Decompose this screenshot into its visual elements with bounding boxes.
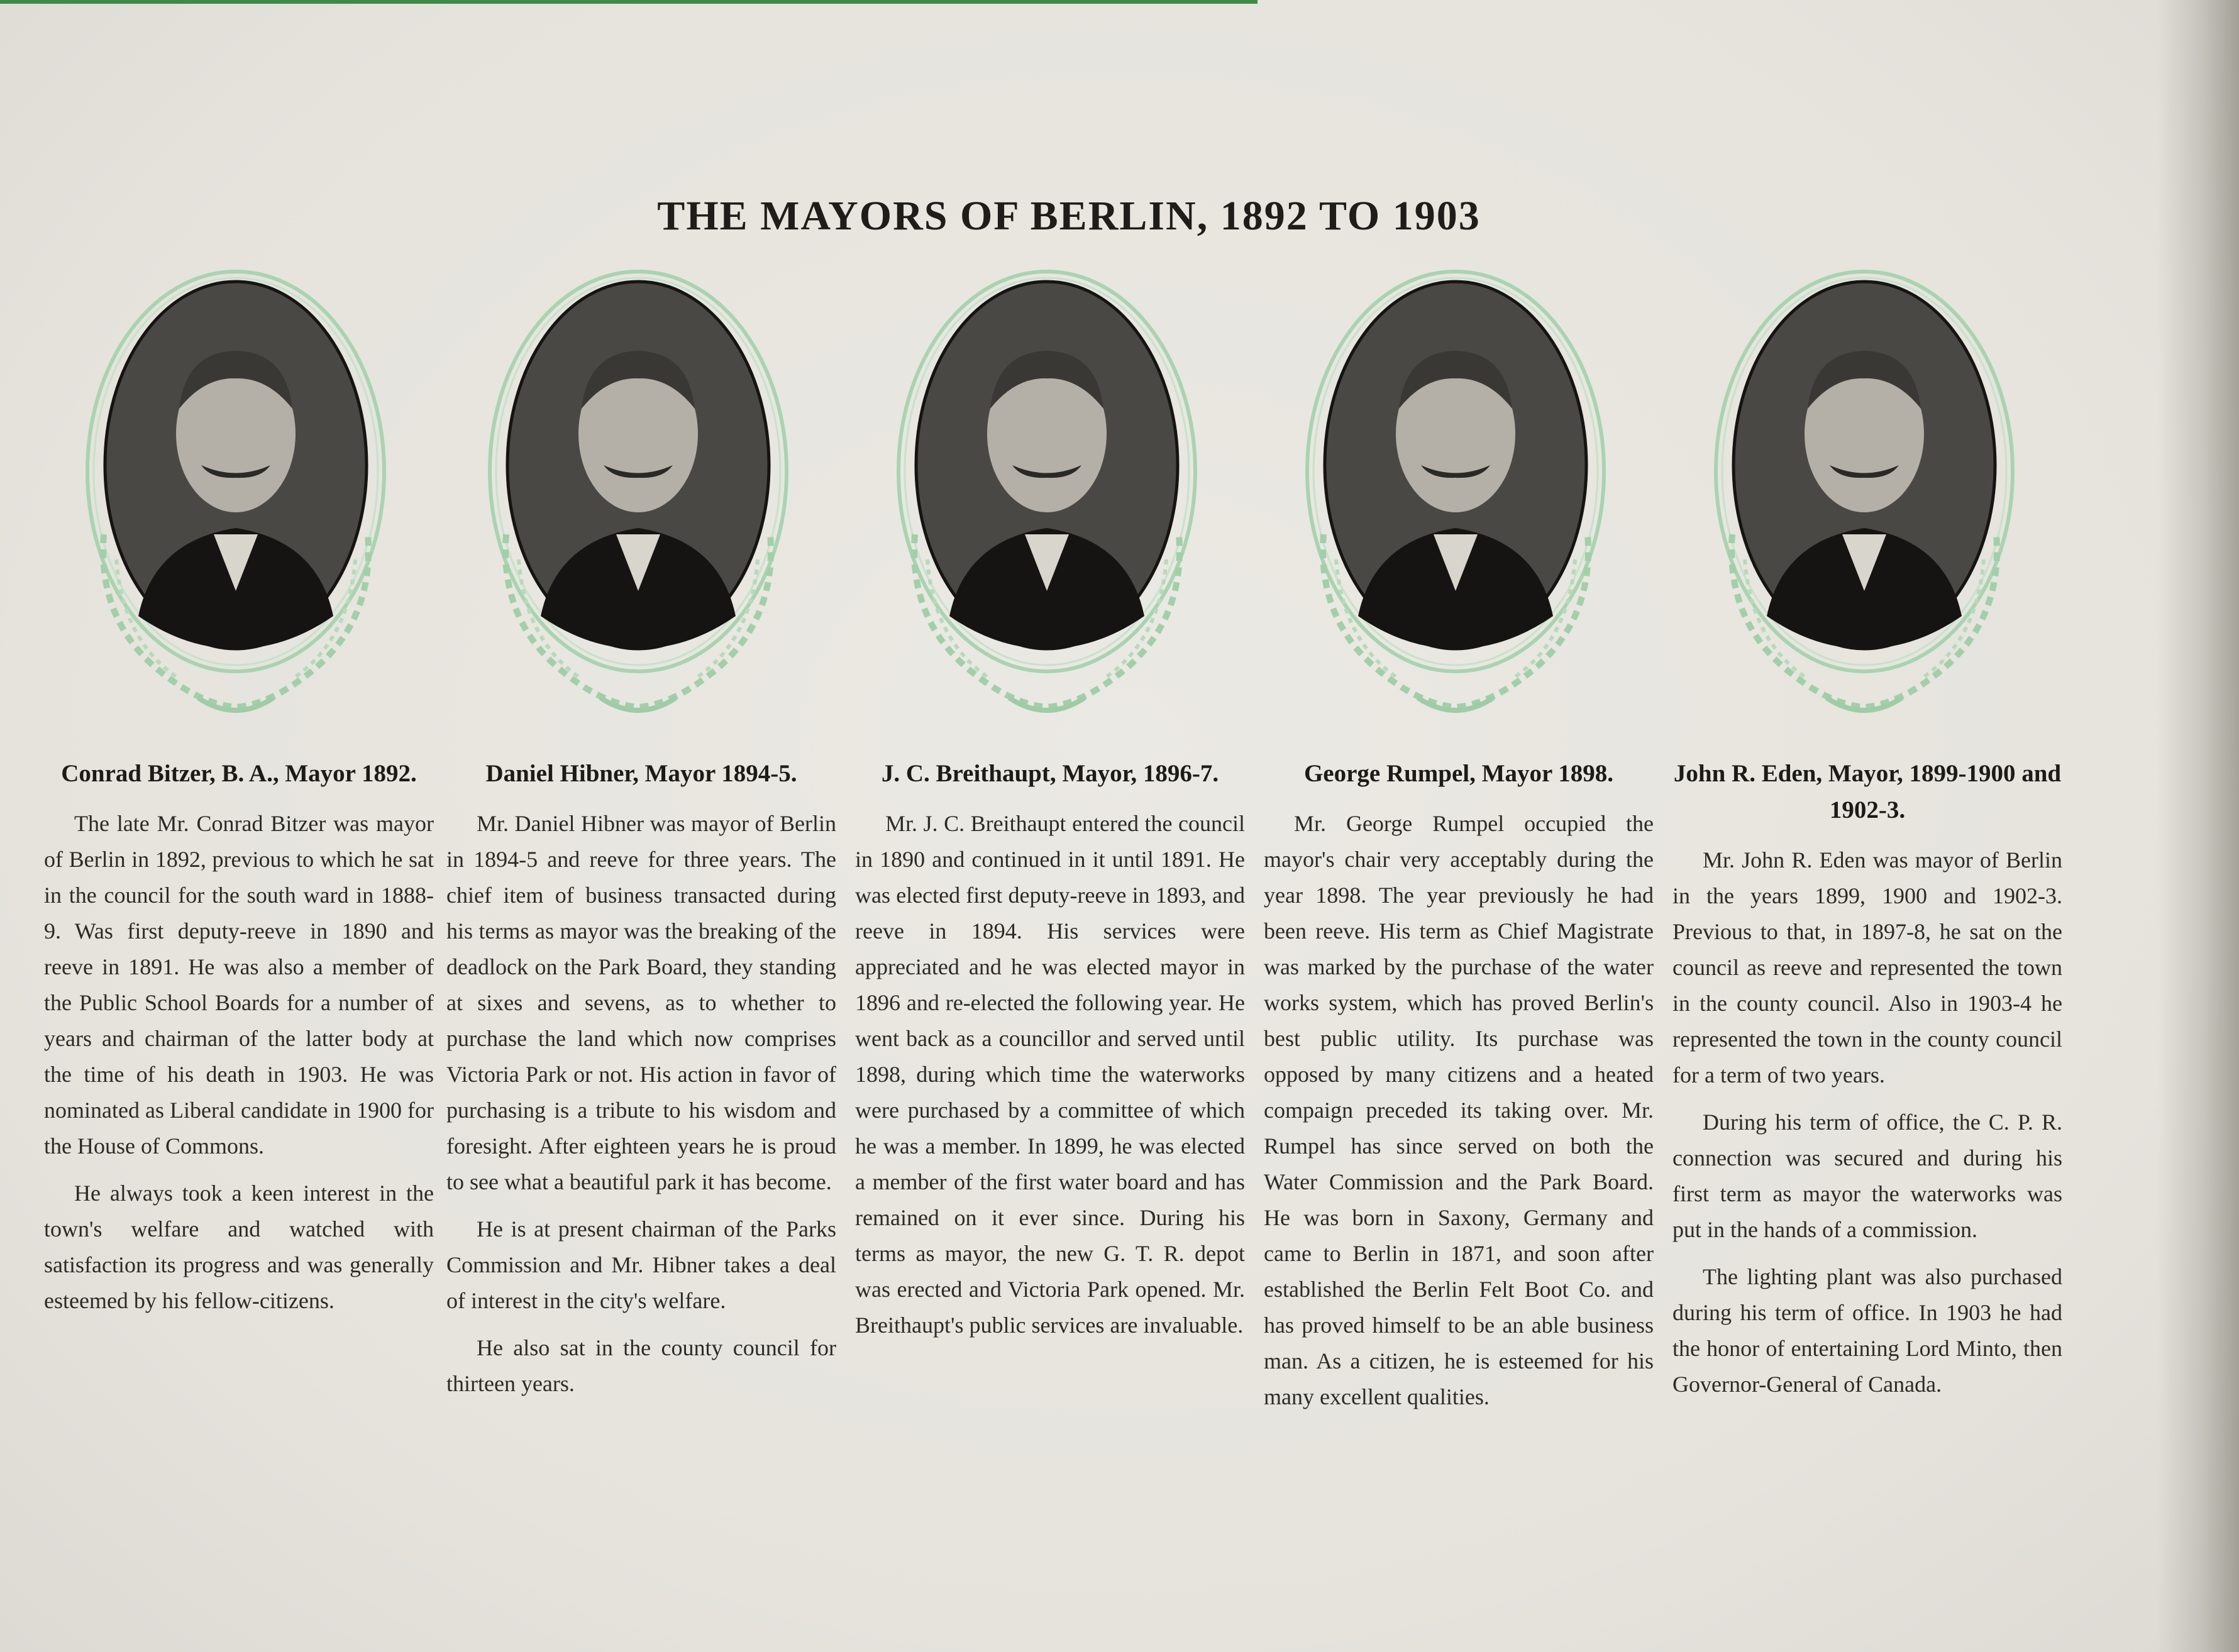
portrait-oval-photo-icon (1707, 264, 2021, 729)
binding-shadow (2157, 0, 2239, 1652)
biography-paragraph: Mr. Daniel Hibner was mayor of Berlin in 1894-5 and reeve for three years. The chief item of business transacted during his terms as mayor was the breaking of the deadlock on the Park Board, they standing at sixes and sevens, as to whether to purchase the land which now comprises Victoria Park or not. His action in favor of purchasing is a tribute to his wisdom and foresight. After eighteen years he is proud to see what a beautiful park it has become. (446, 811, 836, 1194)
mayor-caption: J. C. Breithaupt, Mayor, 1896-7. (881, 760, 1219, 787)
biography-paragraph: He also sat in the county council for thirteen years. (446, 1335, 836, 1396)
page-title: THE MAYORS OF BERLIN, 1892 TO 1903 (657, 193, 1481, 240)
biography-paragraph: During his term of office, the C. P. R. connection was secured and during his first term as mayor the waterworks was put in the hands of a commission. (1672, 1110, 2062, 1242)
portrait-frame (890, 264, 1204, 729)
biography-paragraph: Mr. J. C. Breithaupt entered the council in 1890 and continued in it until 1891. He was elected first deputy-reeve in 1893, and reeve in 1894. His services were appreciated and he was elected mayor in 1896 and re-elected the following year. He went back as a councillor and served until 1898, during which time the waterworks were purchased by a committee of which he was a member. In 1899, he was elected a member of the first water board and has remained on it ever since. During his terms as mayor, the new G. T. R. depot was erected and Victoria Park opened. Mr. Breithaupt's public services are invaluable. (855, 811, 1245, 1338)
portrait-frame (79, 264, 393, 729)
mayor-column-1 (44, 264, 434, 1330)
portrait-oval-photo-icon (481, 264, 795, 729)
portrait-frame (1298, 264, 1613, 729)
mayor-biography (855, 806, 1245, 1343)
mayor-biography (44, 806, 434, 1319)
mayor-column-3 (855, 264, 1245, 1355)
top-green-rule (0, 0, 1258, 4)
biography-paragraph: The lighting plant was also purchased during his term of office. In 1903 he had the honor of entertaining Lord Minto, then Governor-General of Canada. (1672, 1264, 2062, 1397)
portrait-oval-photo-icon (1298, 264, 1613, 729)
biography-paragraph: He always took a keen interest in the town's welfare and watched with satisfaction its progress and was generally esteemed by his fellow-citizens. (44, 1181, 434, 1313)
mayor-biography (1264, 806, 1654, 1415)
mayor-column-2 (446, 264, 836, 1413)
portrait-oval-photo-icon (79, 264, 393, 729)
biography-paragraph: Mr. George Rumpel occupied the mayor's chair very acceptably during the year 1898. The year previously he had been reeve. His term as Chief Magistrate was marked by the purchase of the water works system, which has proved Berlin's best public utility. Its purchase was opposed by many citizens and a heated compaign preceded its taking over. Mr. Rumpel has since served on both the Water Commission and the Park Board. He was born in Saxony, Germany and came to Berlin in 1871, and soon after established the Berlin Felt Boot Co. and has proved himself to be an able business man. As a citizen, he is esteemed for his many excellent qualities. (1264, 811, 1654, 1409)
mayor-caption: Daniel Hibner, Mayor 1894-5. (485, 760, 797, 787)
mayor-column-4 (1264, 264, 1654, 1426)
mayor-caption: Conrad Bitzer, B. A., Mayor 1892. (61, 760, 417, 787)
biography-paragraph: Mr. John R. Eden was mayor of Berlin in the years 1899, 1900 and 1902-3. Previous to that, in 1897-8, he sat on the council as reeve and represented the town in the county council. Also in 1903-4 he represented the town in the county council for a term of two years. (1672, 847, 2062, 1088)
portrait-frame (1707, 264, 2021, 729)
mayor-caption: John R. Eden, Mayor, 1899-1900 and 1902-3. (1673, 760, 2062, 823)
portrait-oval-photo-icon (890, 264, 1204, 729)
mayor-column-5 (1672, 264, 2062, 1414)
mayor-biography (1672, 842, 2062, 1402)
biography-paragraph: He is at present chairman of the Parks Commission and Mr. Hibner takes a deal of interest in the city's welfare. (446, 1216, 836, 1313)
mayor-biography (446, 806, 836, 1402)
portrait-frame (481, 264, 795, 729)
mayor-caption: George Rumpel, Mayor 1898. (1303, 760, 1614, 787)
biography-paragraph: The late Mr. Conrad Bitzer was mayor of Berlin in 1892, previous to which he sat in the council for the south ward in 1888-9. Was first deputy-reeve in 1890 and reeve in 1891. He was also a member of the Public School Boards for a number of years and chairman of the latter body at the time of his death in 1903. He was nominated as Liberal candidate in 1900 for the House of Commons. (44, 811, 434, 1159)
